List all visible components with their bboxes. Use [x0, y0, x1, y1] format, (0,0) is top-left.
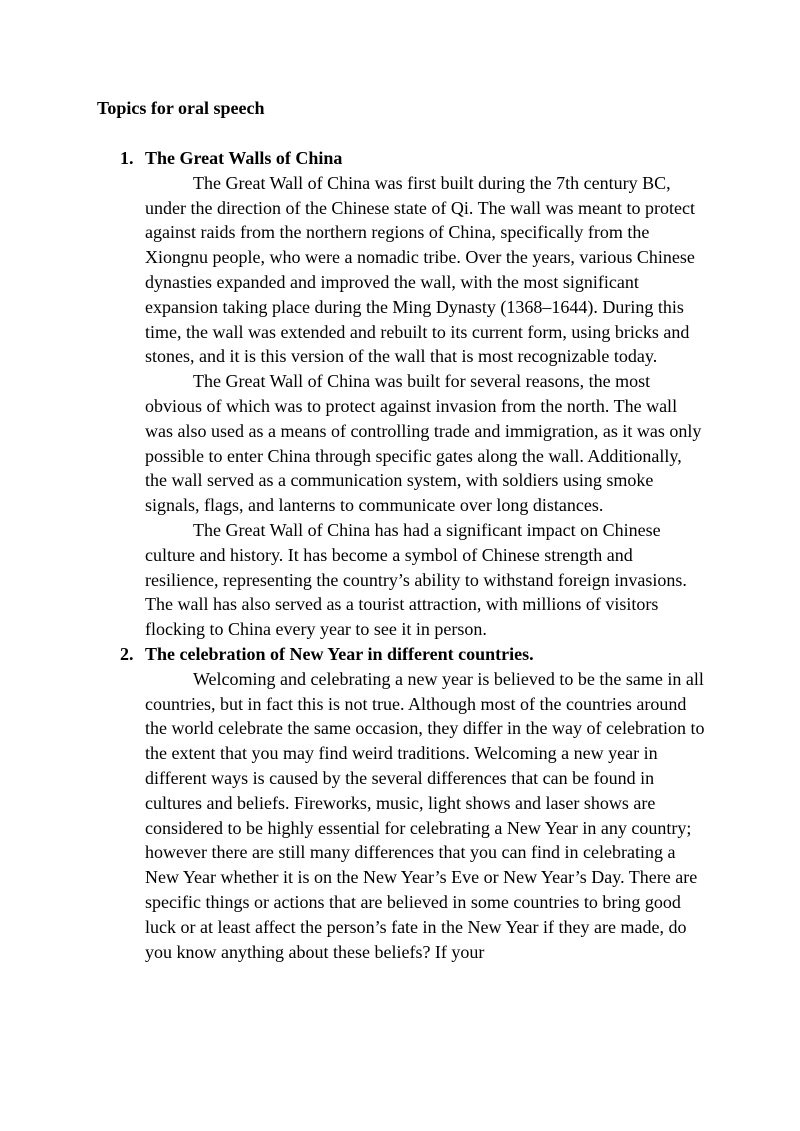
topic-number: 2. — [120, 643, 134, 664]
document-title: Topics for oral speech — [97, 98, 265, 118]
topic-item — [120, 642, 705, 964]
topic-heading: The celebration of New Year in different countries. — [145, 643, 534, 664]
paragraph: The Great Wall of China has had a significant impact on Chinese culture and history. It has become a symbol of Chinese strength and resilience, representing the country’s ability to withstand foreign invasions. The wall has also served as a tourist attraction, with millions of visitors flocking to China every year to see it in person. — [145, 519, 687, 640]
topic-list — [120, 146, 705, 964]
topic-number: 1. — [120, 148, 134, 168]
paragraph: The Great Wall of China was first built during the 7th century BC, under the direction of the Chinese state of Qi. The wall was meant to protect against raids from the northern regions of China, specifically from the Xiongnu people, who were a nomadic tribe. Over the years, various Chinese dynasties expanded and improved the wall, with the most significant expansion taking place during the Ming Dynasty (1368–1644). During this time, the wall was extended and rebuilt to its current form, using bricks and stones, and it is this version of the wall that is most recognizable today. — [145, 172, 696, 367]
topic-item — [120, 146, 705, 642]
topic-heading: The Great Walls of China — [145, 148, 343, 168]
paragraph: Welcoming and celebrating a new year is believed to be the same in all countries, but in fact this is not true. Although most of the countries around the world celebrate the same occasion, they differ in the way of celebration to the extent that you may find weird traditions. Welcoming a new year in different ways is caused by the several differences that can be found in cultures and beliefs. Fireworks, music, light shows and laser shows are considered to be highly essential for celebrating a New Year in any country; however there are still many differences that you can find in celebrating a New Year whether it is on the New Year’s Eve or New Year’s Day. There are specific things or actions that are believed in some countries to bring good luck or at least affect the person’s fate in the New Year if they are made, do you know anything about these beliefs? If your — [145, 668, 705, 962]
paragraph: The Great Wall of China was built for several reasons, the most obvious of which was to protect against invasion from the north. The wall was also used as a means of controlling trade and immigration, as it was only possible to enter China through specific gates along the wall. Additionally, the wall served as a communication system, with soldiers using smoke signals, flags, and lanterns to communicate over long distances. — [145, 371, 702, 516]
